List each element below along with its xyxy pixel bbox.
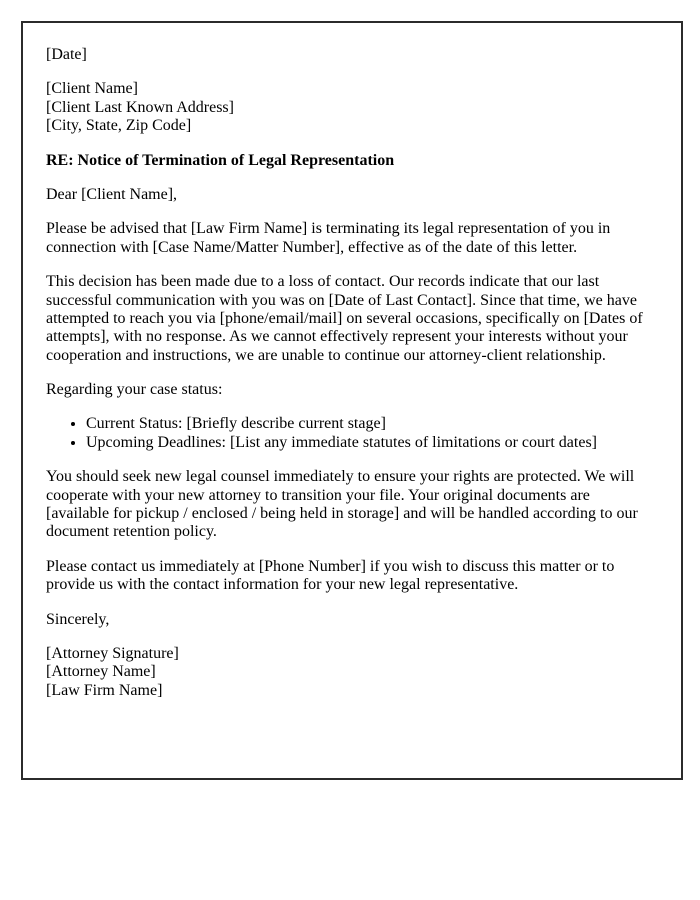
valediction: Sincerely, (46, 610, 110, 628)
law-firm-name-line: [Law Firm Name] (46, 681, 163, 699)
subject-line: RE: Notice of Termination of Legal Representation (46, 151, 395, 169)
case-status-item-upcoming-deadlines: • Upcoming Deadlines: [List any immediate statutes of limitations or court dates] (86, 434, 656, 452)
attorney-signature-line: [Attorney Signature] (46, 644, 179, 662)
body-paragraph-termination-notice: Please be advised that [Law Firm Name] is terminating its legal representation of you in connection with [Case Name/Matter Number], effective as of the date of this letter. (46, 220, 611, 256)
body-paragraph-new-counsel: You should seek new legal counsel immediately to ensure your rights are protected. We will cooperate with your new attorney to transition your file. Your original documents are [available for pickup / enclosed / being held in storage] and will be handled according to our document retention policy. (46, 468, 638, 541)
body-paragraph-loss-of-contact: This decision has been made due to a loss of contact. Our records indicate that our last successful communication with you was on [Date of Last Contact]. Since that time, we have attempted to reach you via [phone/email/mail] on several occasions, specifically on [Dates of attempts], with no response. As we cannot effectively represent your interests without your cooperation and instructions, we are unable to continue our attorney-client relationship. (46, 273, 643, 364)
case-status-list (46, 415, 656, 452)
recipient-address-block (46, 80, 656, 135)
case-status-heading: Regarding your case status: (46, 381, 223, 399)
termination-letter-document (21, 21, 683, 780)
recipient-city-state-zip: [City, State, Zip Code] (46, 117, 192, 135)
recipient-name: [Client Name] (46, 80, 138, 98)
case-status-item-current-status: • Current Status: [Briefly describe current stage] (86, 415, 656, 433)
letter-date: [Date] (46, 46, 87, 63)
attorney-name-line: [Attorney Name] (46, 663, 156, 681)
recipient-street-address: [Client Last Known Address] (46, 98, 234, 116)
signature-block (46, 645, 656, 700)
salutation: Dear [Client Name], (46, 185, 178, 203)
body-paragraph-contact-us: Please contact us immediately at [Phone Number] if you wish to discuss this matter or to provide us with the contact information for your new legal representative. (46, 557, 615, 594)
